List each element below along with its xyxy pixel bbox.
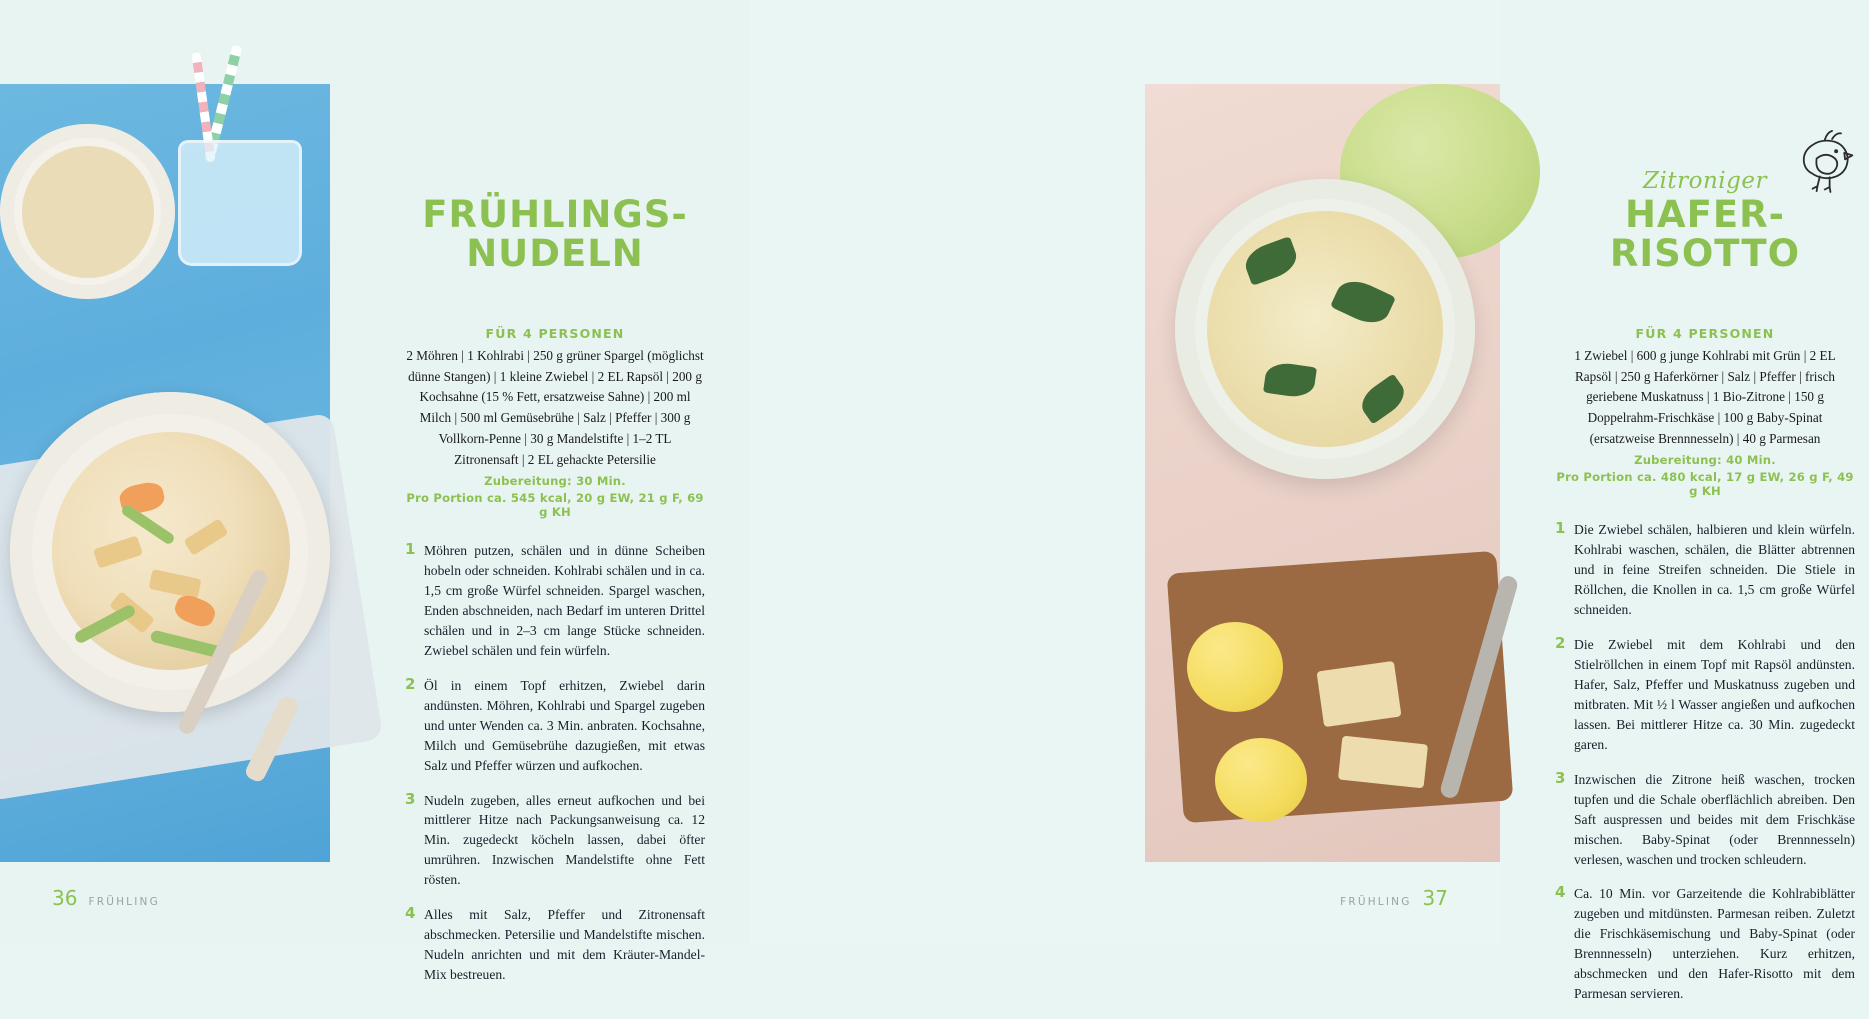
serves-label-left: FÜR 4 PERSONEN bbox=[485, 325, 625, 341]
parmesan-wedge bbox=[1338, 736, 1428, 789]
step-text: Alles mit Salz, Pfeffer und Zitronensaft abschmecken. Petersilie und Mandelstifte mischen. Nudeln anrichten und mit dem Kräuter-Mandel-Mix bestreuen. bbox=[424, 907, 705, 983]
step-number: 1 bbox=[405, 539, 416, 558]
left-page bbox=[0, 0, 750, 983]
recipe-step bbox=[1555, 635, 1855, 755]
right-recipe-column bbox=[1555, 0, 1855, 1019]
water-glass bbox=[178, 140, 302, 266]
page-number-left: 36 bbox=[52, 886, 78, 910]
left-recipe-column bbox=[405, 0, 705, 1000]
nutrition-right: Pro Portion ca. 480 kcal, 17 g EW, 26 g F, 49 g KH bbox=[1556, 469, 1854, 498]
recipe-step bbox=[405, 541, 705, 661]
side-bowl-contents bbox=[22, 146, 154, 278]
step-number: 2 bbox=[405, 674, 416, 693]
folio-right bbox=[1340, 886, 1448, 910]
step-text: Die Zwiebel schälen, halbieren und klein würfeln. Kohlrabi waschen, schälen, die Blätter abtrennen und in feine Streifen schneiden. Die Stiele in Röllchen, die Knollen in ca. 1,5 cm große Würfel schneiden. bbox=[1574, 521, 1855, 617]
pasta-dish-photo bbox=[0, 84, 330, 862]
parmesan-wedge bbox=[1316, 661, 1401, 727]
step-number: 3 bbox=[1555, 768, 1566, 787]
recipe-step bbox=[1555, 770, 1855, 870]
step-number: 2 bbox=[1555, 633, 1566, 652]
recipe-meta-right bbox=[1555, 326, 1855, 498]
recipe-subtitle-right: Zitroniger bbox=[1643, 168, 1767, 194]
serves-label-right: FÜR 4 PERSONEN bbox=[1635, 325, 1775, 341]
recipe-step bbox=[1555, 884, 1855, 1004]
risotto-dish-photo bbox=[1145, 84, 1500, 862]
bird-icon bbox=[1787, 126, 1869, 196]
plate-contents bbox=[1207, 211, 1443, 447]
recipe-heading-right bbox=[1555, 168, 1855, 274]
lemon-half bbox=[1215, 738, 1307, 822]
step-text: Möhren putzen, schälen und in dünne Scheiben hobeln oder schneiden. Kohlrabi schälen und in ca. 1,5 cm große Würfel schneiden. Spargel waschen, Enden abschneiden, nach Bedarf im unteren Drittel schälen und in 2–3 cm lange Stücke schneiden. Zwiebel schälen und fein würfeln. bbox=[424, 542, 705, 658]
prep-time-right: Zubereitung: 40 Min. bbox=[1634, 452, 1776, 467]
recipe-step bbox=[405, 905, 705, 985]
nutrition-left: Pro Portion ca. 545 kcal, 20 g EW, 21 g F, 69 g KH bbox=[406, 490, 704, 519]
section-label-left: FRÜHLING bbox=[88, 896, 160, 908]
recipe-meta-left bbox=[405, 326, 705, 519]
step-number: 4 bbox=[405, 904, 416, 923]
step-text: Nudeln zugeben, alles erneut aufkochen und bei mittlerer Hitze nach Packungsanweisung ca. 12 Min. zugedeckt köcheln lassen, dabei öfter umrühren. Inzwischen Mandelstifte ohne Fett rösten. bbox=[424, 792, 705, 888]
page-number-right: 37 bbox=[1422, 886, 1448, 910]
ingredients-list-left: 2 Möhren | 1 Kohlrabi | 250 g grüner Spargel (möglichst dünne Stangen) | 1 kleine Zwiebel | 2 EL Rapsöl | 200 g Kochsahne (15 % Fett, ersatzweise Sahne) | 200 ml Milch | 500 ml Gemüsebrühe | Salz | Pfeffer | 300 g Vollkorn-Penne | 30 g Mandelstifte | 1–2 TL Zitronensaft | 2 EL gehackte Petersilie bbox=[406, 347, 704, 467]
section-label-right: FRÜHLING bbox=[1340, 896, 1412, 908]
ingredients-list-right: 1 Zwiebel | 600 g junge Kohlrabi mit Grün | 2 EL Rapsöl | 250 g Haferkörner | Salz | Pfeffer | frisch geriebene Muskatnuss | 1 Bio-Zitrone | 150 g Doppelrahm-Frischkäse | 100 g Baby-Spinat (ersatzweise Brennnesseln) | 40 g Parmesan bbox=[1574, 347, 1836, 447]
recipe-step bbox=[1555, 520, 1855, 620]
recipe-step bbox=[405, 791, 705, 891]
step-number: 1 bbox=[1555, 518, 1566, 537]
right-page bbox=[750, 0, 1855, 1002]
step-number: 3 bbox=[405, 789, 416, 808]
step-text: Inzwischen die Zitrone heiß waschen, trocken tupfen und die Schale oberflächlich abreiben. Den Saft auspressen und beides mit dem Frischkäse mischen. Baby-Spinat (oder Brennnesseln) verlesen, waschen und trocken schleudern. bbox=[1574, 771, 1855, 867]
step-text: Öl in einem Topf erhitzen, Zwiebel darin andünsten. Möhren, Kohlrabi und Spargel zugeben und unter Wenden ca. 3 Min. anbraten. Kochsahne, Milch und Gemüsebrühe dazugießen, mit etwas Salz und Pfeffer würzen und aufkochen. bbox=[424, 677, 705, 773]
recipe-step bbox=[405, 676, 705, 776]
steps-list-right bbox=[1555, 520, 1855, 1004]
lemon-whole bbox=[1187, 622, 1283, 712]
step-text: Ca. 10 Min. vor Garzeitende die Kohlrabiblätter zugeben und mitdünsten. Parmesan reiben. Zuletzt die Frischkäsemischung und Baby-Spinat (oder Brennnesseln) unterziehen. Kurz erhitzen, abschmecken und den Hafer-Risotto mit dem Parmesan servieren. bbox=[1574, 886, 1855, 1002]
step-text: Die Zwiebel mit dem Kohlrabi und den Stielröllchen in einem Topf mit Rapsöl andünsten. Hafer, Salz, Pfeffer und Muskatnuss zugeben und mitbraten. Mit ½ l Wasser angießen und aufkochen lassen. Bei mittlerer Hitze ca. 30 Min. zugedeckt garen. bbox=[1574, 636, 1855, 752]
steps-list-left bbox=[405, 541, 705, 985]
prep-time-left: Zubereitung: 30 Min. bbox=[484, 473, 626, 488]
recipe-title-left: FRÜHLINGS-NUDELN bbox=[422, 193, 688, 275]
folio-left bbox=[52, 886, 160, 910]
step-number: 4 bbox=[1555, 883, 1566, 902]
recipe-title-right: HAFER-RISOTTO bbox=[1609, 193, 1801, 275]
